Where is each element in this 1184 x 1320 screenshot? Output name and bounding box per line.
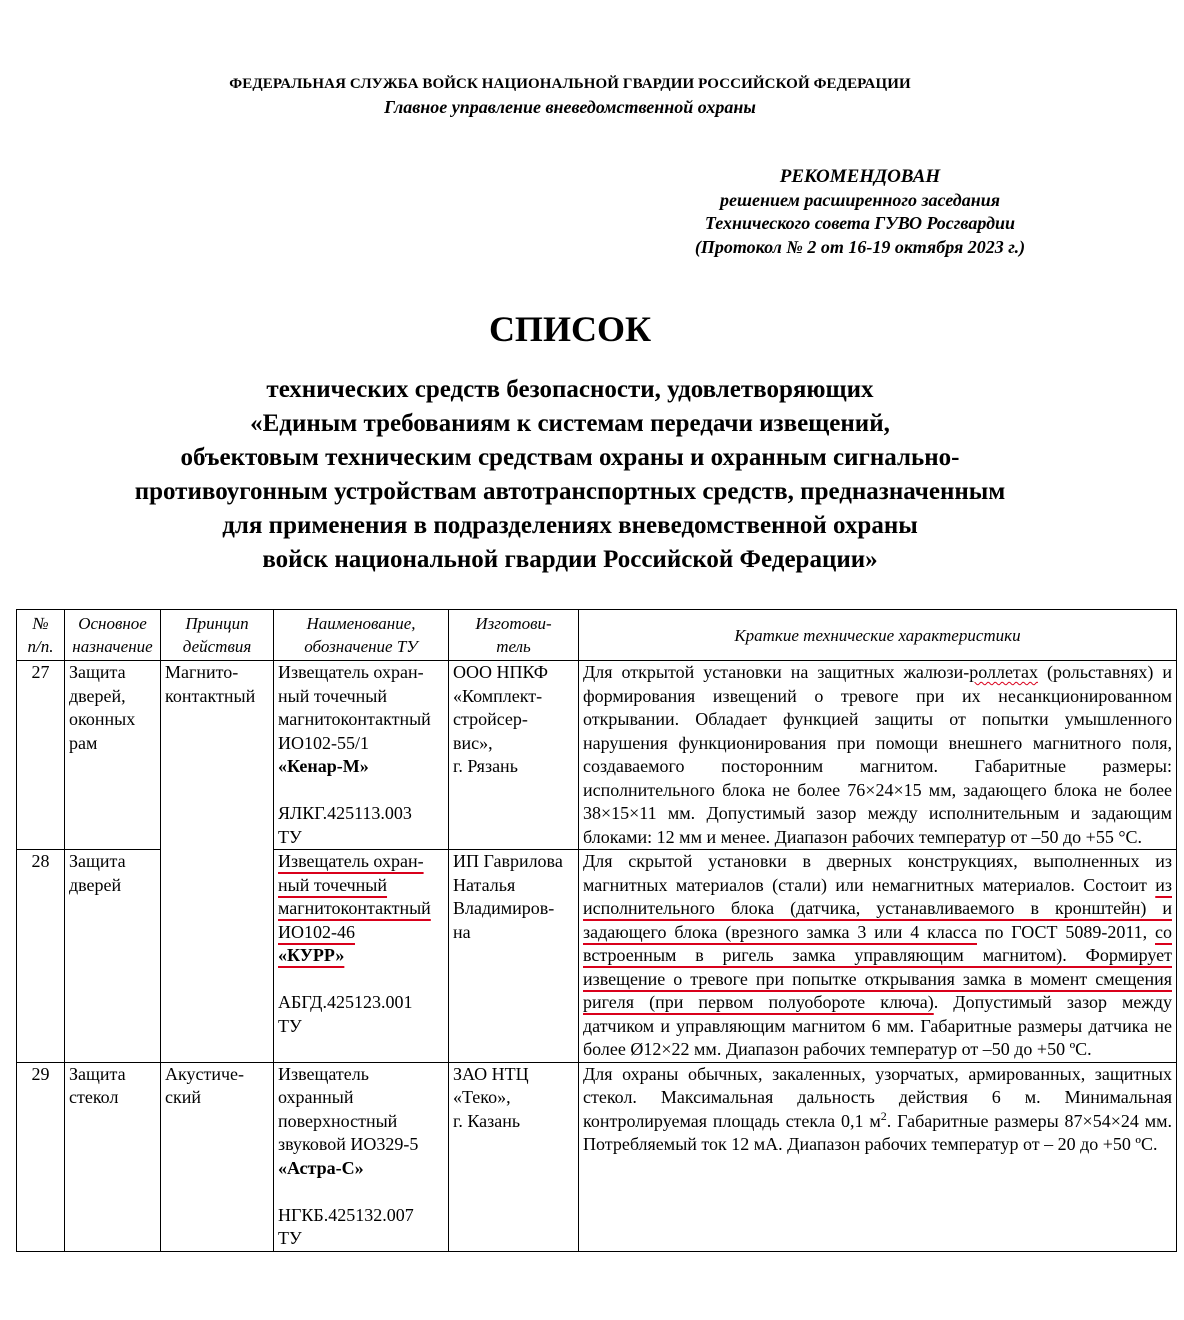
device-model: «Кенар-М» (278, 756, 369, 776)
subtitle-line: объектовым техническим средствам охраны и охранным сигнально- (180, 444, 960, 471)
row-purpose: Защита дверей (65, 850, 161, 1063)
spellcheck-mark: роллетах (969, 662, 1039, 682)
approval-line-3: (Протокол № 2 от 16-19 октября 2023 г.) (694, 236, 1026, 257)
document-title: СПИСОК (488, 309, 652, 349)
subtitle-line: «Единым требованиям к системам передачи извещений, (250, 410, 890, 437)
approval-line-1: решением расширенного заседания (720, 189, 1000, 210)
subtitle-line: войск национальной гвардии Российской Федерации» (262, 546, 878, 573)
subtitle-line: для применения в подразделениях вневедомственной охраны (222, 512, 918, 539)
header-principle: Принцип действия (161, 610, 274, 661)
row-description: Для охраны обычных, закаленных, узорчатых, армированных, защитных стекол. Максимальная дальность действия 6 м. Минимальная контролируемая площадь стекла 0,1 $м^2$. Габаритные размеры 87×54×24 мм. Потребляемый ток 12 мА. Диапазон рабочих температур от – 20 до +50 ºС. (579, 1062, 1177, 1251)
row-device-name: Извещатель охран- ный точечный магнитоконтактный ИО102-46 «КУРР» АБГД.425123.001 ТУ (274, 850, 449, 1063)
equipment-table (16, 609, 1177, 1252)
subtitle-line: технических средств безопасности, удовлетворяющих (266, 376, 874, 403)
row-purpose: Защита стекол (65, 1062, 161, 1251)
row-maker: ЗАО НТЦ «Теко», г. Казань (449, 1062, 579, 1251)
device-tu: НГКБ.425132.007 (278, 1204, 414, 1225)
department-name: Главное управление вневедомственной охраны (384, 97, 756, 117)
row-device-name: Извещатель охран- ный точечный магнитоконтактный ИО102-55/1 «Кенар-М» ЯЛКГ.425113.003 ТУ (274, 661, 449, 850)
header-maker: Изготови- тель (449, 610, 579, 661)
table-row (17, 1062, 1177, 1251)
row-device-name: Извещатель охранный поверхностный звуковой ИО329-5 «Астра-С» НГКБ.425132.007 ТУ (274, 1062, 449, 1251)
header-num: № п/п. (17, 610, 65, 661)
device-model: «КУРР» (278, 945, 345, 965)
row-maker: ООО НПКФ «Комплект- стройсер- вис», г. Рязань (449, 661, 579, 850)
table-header-row (17, 610, 1177, 661)
approval-block (640, 165, 1080, 259)
superscript: 2 (880, 1108, 887, 1123)
approval-status: РЕКОМЕНДОВАН (779, 166, 941, 187)
approval-line-2: Технического совета ГУВО Росгвардии (704, 213, 1016, 233)
highlight-underline: со встроенным в ригель замка управляющим магнитом). Формирует извещение о тревоге при попытке открывания замка в момент смещения ригеля (при первом полуобороте ключа) (583, 921, 1172, 1012)
agency-name: ФЕДЕРАЛЬНАЯ СЛУЖБА ВОЙСК НАЦИОНАЛЬНОЙ ГВАРДИИ РОССИЙСКОЙ ФЕДЕРАЦИИ (229, 76, 911, 92)
highlight-underline: из исполнительного блока (датчика, устанавливаемого в кронштейн) и задающего блока (врезного замка 3 или 4 класса (583, 874, 1172, 942)
subtitle-line: противоугонным устройствам автотранспортных средств, предназначенным (134, 478, 1006, 505)
header-name: Наименование, обозначение ТУ (274, 610, 449, 661)
row-purpose: Защита дверей, оконных рам (65, 661, 161, 850)
device-tu: АБГД.425123.001 (278, 992, 413, 1012)
device-tu: ЯЛКГ.425113.003 (278, 803, 412, 823)
row-maker: ИП Гаврилова Наталья Владимиров- на (449, 850, 579, 1063)
row-description: Для открытой установки на защитных жалюзи-роллетах (рольставнях) и формирования извещений о тревоге при их несанкционированном открывании. Обладает функцией защиты от попытки умышленного нарушения функционирования при помощи внешнего магнитного поля, создаваемого посторонним магнитом. Габаритные размеры: исполнительного блока не более 76×24×15 мм, задающего блока не более 38×15×11 мм. Допустимый зазор между исполнительным и задающим блоками: 12 мм и менее. Диапазон рабочих температур от –50 до +55 °С. (579, 661, 1177, 850)
document-subtitle (0, 373, 1140, 577)
device-model: «Астра-С» (278, 1157, 364, 1178)
row-principle: Акустиче- ский (161, 1062, 274, 1251)
row-number: 29 (17, 1062, 65, 1251)
row-number: 28 (17, 850, 65, 1063)
row-principle: Магнито- контактный (161, 661, 274, 1063)
header-description: Краткие технические характеристики (579, 610, 1177, 661)
row-description: Для скрытой установки в дверных конструкциях, выполненных из магнитных материалов (стали) или немагнитных материалов. Состоит из исполнительного блока (датчика, устанавливаемого в кронштейн) и задающего блока (врезного замка 3 или 4 класса по ГОСТ 5089-2011, со встроенным в ригель замка управляющим магнитом). Формирует извещение о тревоге при попытке открывания замка в момент смещения ригеля (при первом полуобороте ключа). Допустимый зазор между датчиком и управляющим магнитом 6 мм. Габаритные размеры датчика не более Ø12×22 мм. Диапазон рабочих температур от –50 до +50 ºС. (579, 850, 1177, 1063)
header-purpose: Основное назначение (65, 610, 161, 661)
row-number: 27 (17, 661, 65, 850)
table-row (17, 661, 1177, 850)
